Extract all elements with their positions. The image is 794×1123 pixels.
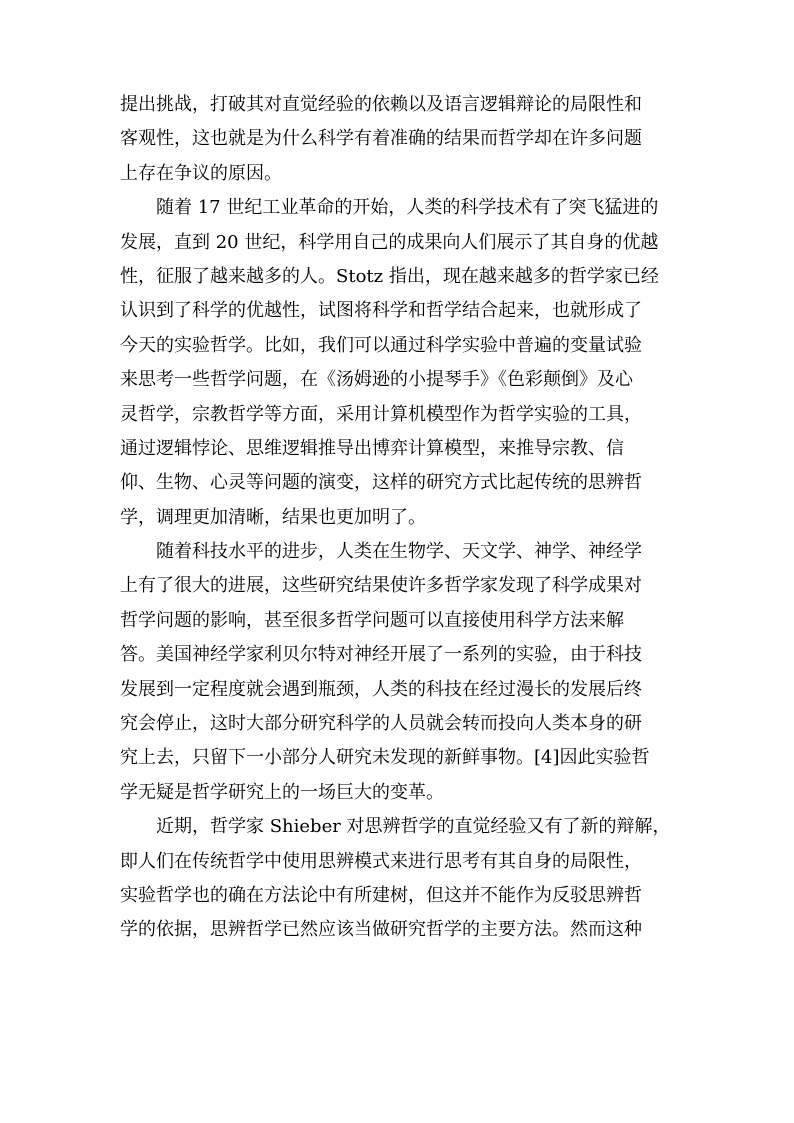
text-line: 究上去，只留下一小部分人研究未发现的新鲜事物。[4]因此实验哲 xyxy=(120,747,650,769)
text-line: 实验哲学也的确在方法论中有所建树，但这并不能作为反驳思辨哲 xyxy=(120,884,642,906)
text-line: 发展到一定程度就会遇到瓶颈，人类的科技在经过漫长的发展后终 xyxy=(120,678,642,700)
text-line: 灵哲学，宗教哲学等方面，采用计算机模型作为哲学实验的工具， xyxy=(120,403,642,425)
text-line: 提出挑战，打破其对直觉经验的依赖以及语言逻辑辩论的局限性和 xyxy=(120,94,642,115)
text-line: 认识到了科学的优越性，试图将科学和哲学结合起来，也就形成了 xyxy=(120,300,642,322)
paragraph-first-line: 随着科技水平的进步，人类在生物学、天文学、神学、神经学 xyxy=(156,541,642,563)
text-line: 仰、生物、心灵等问题的演变，这样的研究方式比起传统的思辨哲 xyxy=(120,472,642,494)
body-text xyxy=(120,88,680,948)
text-line: 性，征服了越来越多的人。Stotz 指出，现在越来越多的哲学家已经 xyxy=(120,265,659,287)
text-line: 学的依据，思辨哲学已然应该当做研究哲学的主要方法。然而这种 xyxy=(120,919,642,941)
text-line: 即人们在传统哲学中使用思辨模式来进行思考有其自身的局限性， xyxy=(120,850,642,872)
text-line: 通过逻辑悖论、思维逻辑推导出博弈计算模型，来推导宗教、信 xyxy=(120,437,624,459)
text-line: 客观性，这也就是为什么科学有着准确的结果而哲学却在许多问题 xyxy=(120,128,642,150)
text-line: 今天的实验哲学。比如，我们可以通过科学实验中普遍的变量试验 xyxy=(120,334,642,356)
text-line: 发展，直到 20 世纪，科学用自己的成果向人们展示了其自身的优越 xyxy=(120,231,659,253)
text-line: 上有了很大的进展，这些研究结果使许多哲学家发现了科学成果对 xyxy=(120,575,642,597)
text-line: 学，调理更加清晰，结果也更加明了。 xyxy=(120,506,426,528)
text-line: 哲学问题的影响，甚至很多哲学问题可以直接使用科学方法来解 xyxy=(120,609,624,631)
text-line: 答。美国神经学家利贝尔特对神经开展了一系列的实验，由于科技 xyxy=(120,644,642,666)
text-line: 学无疑是哲学研究上的一场巨大的变革。 xyxy=(120,781,444,803)
paragraph-first-line: 近期，哲学家 Shieber 对思辨哲学的直觉经验又有了新的辩解， xyxy=(156,816,671,838)
text-line: 上存在争议的原因。 xyxy=(120,162,282,184)
paragraph-first-line: 随着 17 世纪工业革命的开始，人类的科学技术有了突飞猛进的 xyxy=(156,197,659,219)
text-line: 究会停止，这时大部分研究科学的人员就会转而投向人类本身的研 xyxy=(120,713,642,735)
text-line: 来思考一些哲学问题，在《汤姆逊的小提琴手》《色彩颠倒》及心 xyxy=(120,369,633,391)
